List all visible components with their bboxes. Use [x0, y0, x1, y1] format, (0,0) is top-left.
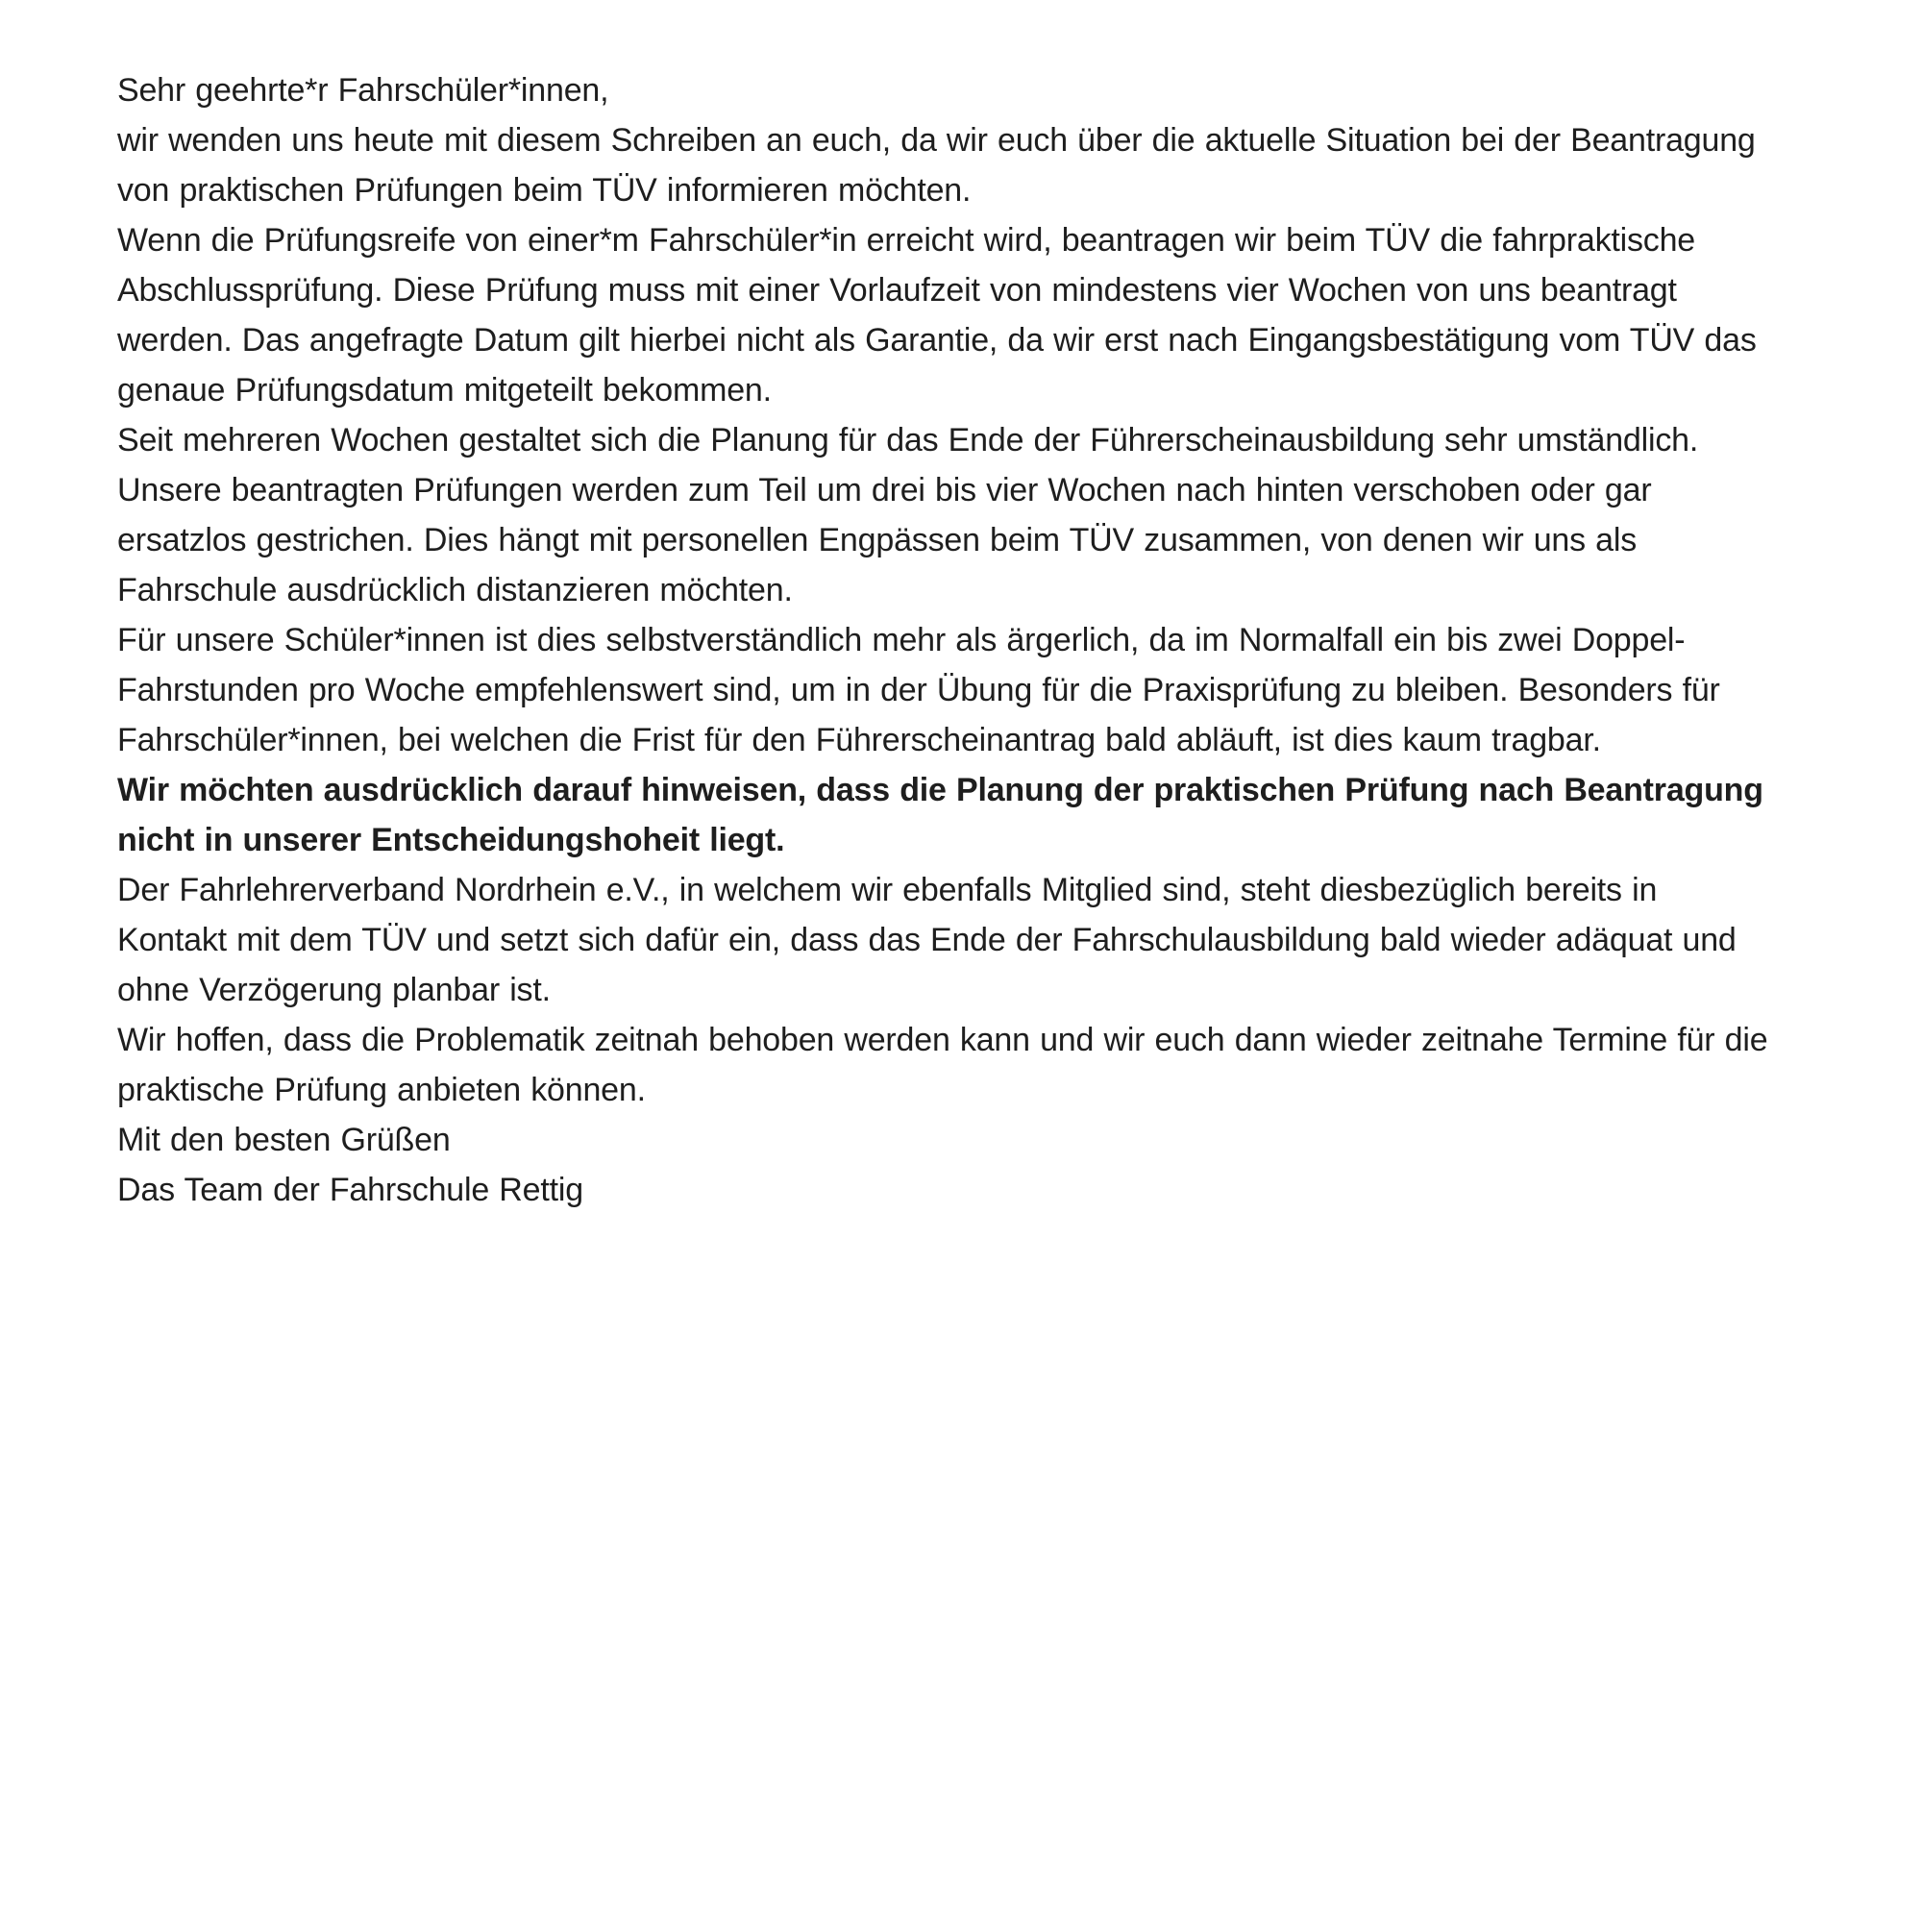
paragraph-intro: wir wenden uns heute mit diesem Schreiben an euch, da wir euch über die aktuelle Situation bei der Beantragung von praktischen Prüfungen beim TÜV informieren möchten. [117, 122, 1756, 209]
closing: Mit den besten Grüßen [117, 1122, 451, 1158]
paragraph-exam-application: Wenn die Prüfungsreife von einer*m Fahrschüler*in erreicht wird, beantragen wir beim TÜV die fahrpraktische Abschlussprüfung. Diese Prüfung muss mit einer Vorlaufzeit von mindestens vier Wochen von uns beantragt werden. Das angefragte Datum gilt hierbei nicht als Garantie, da wir erst nach Eingangsbestätigung vom TÜV das genaue Prüfungsdatum mitgeteilt bekommen. [117, 222, 1757, 409]
paragraph-association: Der Fahrlehrerverband Nordrhein e.V., in welchem wir ebenfalls Mitglied sind, steht diesbezüglich bereits in Kontakt mit dem TÜV und setzt sich dafür ein, dass das Ende der Fahrschulausbildung bald wieder adäquat und ohne Verzögerung planbar ist. [117, 872, 1737, 1008]
salutation: Sehr geehrte*r Fahrschüler*innen, [117, 72, 609, 109]
paragraph-scheduling-problems: Seit mehreren Wochen gestaltet sich die Planung für das Ende der Führerscheinausbildung sehr umständlich. Unsere beantragten Prüfungen werden zum Teil um drei bis vier Wochen nach hinten verschoben oder gar ersatzlos gestrichen. Dies hängt mit personellen Engpässen beim TÜV zusammen, von denen wir uns als Fahrschule ausdrücklich distanzieren möchten. [117, 422, 1699, 608]
paragraph-disclaimer-bold: Wir möchten ausdrücklich darauf hinweisen, dass die Planung der praktischen Prüfung nach Beantragung nicht in unserer Entscheidungshoheit liegt. [117, 772, 1763, 858]
paragraph-student-impact: Für unsere Schüler*innen ist dies selbstverständlich mehr als ärgerlich, da im Normalfall ein bis zwei Doppel-Fahrstunden pro Woche empfehlenswert sind, um in der Übung für die Praxisprüfung zu bleiben. Besonders für Fahrschüler*innen, bei welchen die Frist für den Führerscheinantrag bald abläuft, ist dies kaum tragbar. [117, 622, 1720, 758]
signature: Das Team der Fahrschule Rettig [117, 1172, 583, 1208]
paragraph-hope: Wir hoffen, dass die Problematik zeitnah behoben werden kann und wir euch dann wieder zeitnahe Termine für die praktische Prüfung anbieten können. [117, 1022, 1768, 1108]
